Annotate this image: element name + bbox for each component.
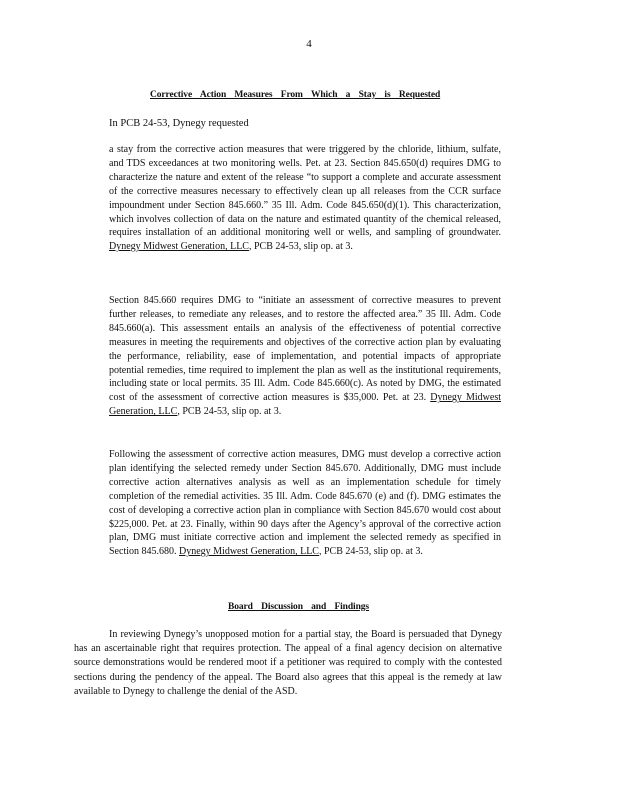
lead-sentence: In PCB 24-53, Dynegy requested [109, 118, 249, 129]
paragraph-text: Section 845.660 requires DMG to “initiate an assessment of corrective measures to prevent further releases, to remediate any releases, and to restore the affected area.” 35 Ill. Adm. Code 845.660(a). This assessment entails an analysis of the effectiveness of potential corrective measures in meeting the requirements and objectives of the corrective action plan by evaluating the performance, reliability, ease of implementation, and potential impacts of appropriate potential remedies, time required to implement the plan as well as the institutional requirements, including state or local permits. 35 Ill. Adm. Code 845.660(c). As noted by DMG, the estimated cost of the assessment of corrective action measures is $35,000. Pet. at 23. [109, 295, 501, 404]
page-number: 4 [306, 38, 312, 50]
paragraph-corrective-plan [109, 448, 501, 559]
section-heading-board-discussion: Board Discussion and Findings [228, 602, 370, 612]
case-citation: Dynegy Midwest Generation, LLC [179, 546, 319, 558]
section-heading-corrective-action: Corrective Action Measures From Which a Stay is Requested [150, 90, 441, 100]
paragraph-text: Following the assessment of corrective action measures, DMG must develop a corrective action plan identifying the selected remedy under Section 845.670. Additionally, DMG must include corrective action alternatives analysis as well as an implementation schedule for timely completion of the remedial activities. 35 Ill. Adm. Code 845.670 (e) and (f). DMG estimates the cost of developing a corrective action plan in compliance with Section 845.670 would cost about $225,000. Pet. at 23. Finally, within 90 days after the Agency’s approval of the corrective action plan, DMG must initiate corrective action and implement the selected remedy as specified in Section 845.680. [109, 449, 501, 558]
paragraph-characterization [109, 143, 501, 254]
paragraph-text: a stay from the corrective action measures that were triggered by the chloride, lithium, sulfate, and TDS exceedances at two monitoring wells. Pet. at 23. Section 845.650(d) requires DMG to characterize the nature and extent of the release “to support a complete and accurate assessment of the corrective measures necessary to effectively clean up all releases from the CCR surface impoundment under Section 845.660.” 35 Ill. Adm. Code 845.650(d)(1). This characterization, which involves collection of data on the nature and estimated quantity of the chemical released, requires installation of an additional monitoring well or wells, and sampling of groundwater. [109, 144, 501, 239]
citation-detail: , PCB 24-53, slip op. at 3. [248, 241, 353, 253]
case-citation: Dynegy Midwest Generation, LLC [109, 241, 249, 253]
paragraph-assessment [109, 294, 501, 419]
case-citation: Dynegy Midwest Generation, LLC [109, 392, 501, 418]
citation-detail: , PCB 24-53, slip op. at 3. [177, 406, 282, 418]
citation-detail: , PCB 24-53, slip op. at 3. [318, 546, 423, 558]
paragraph-board-findings: In reviewing Dynegy’s unopposed motion for a partial stay, the Board is persuaded that Dynegy has an ascertainable right that requires protection. The appeal of a final agency decision on alternative source demonstrations would be rendered moot if a petitioner was required to comply with the contested sections during the pendency of the appeal. The Board also agrees that this appeal is the remedy at law available to Dynegy to challenge the denial of the ASD. [74, 629, 502, 697]
